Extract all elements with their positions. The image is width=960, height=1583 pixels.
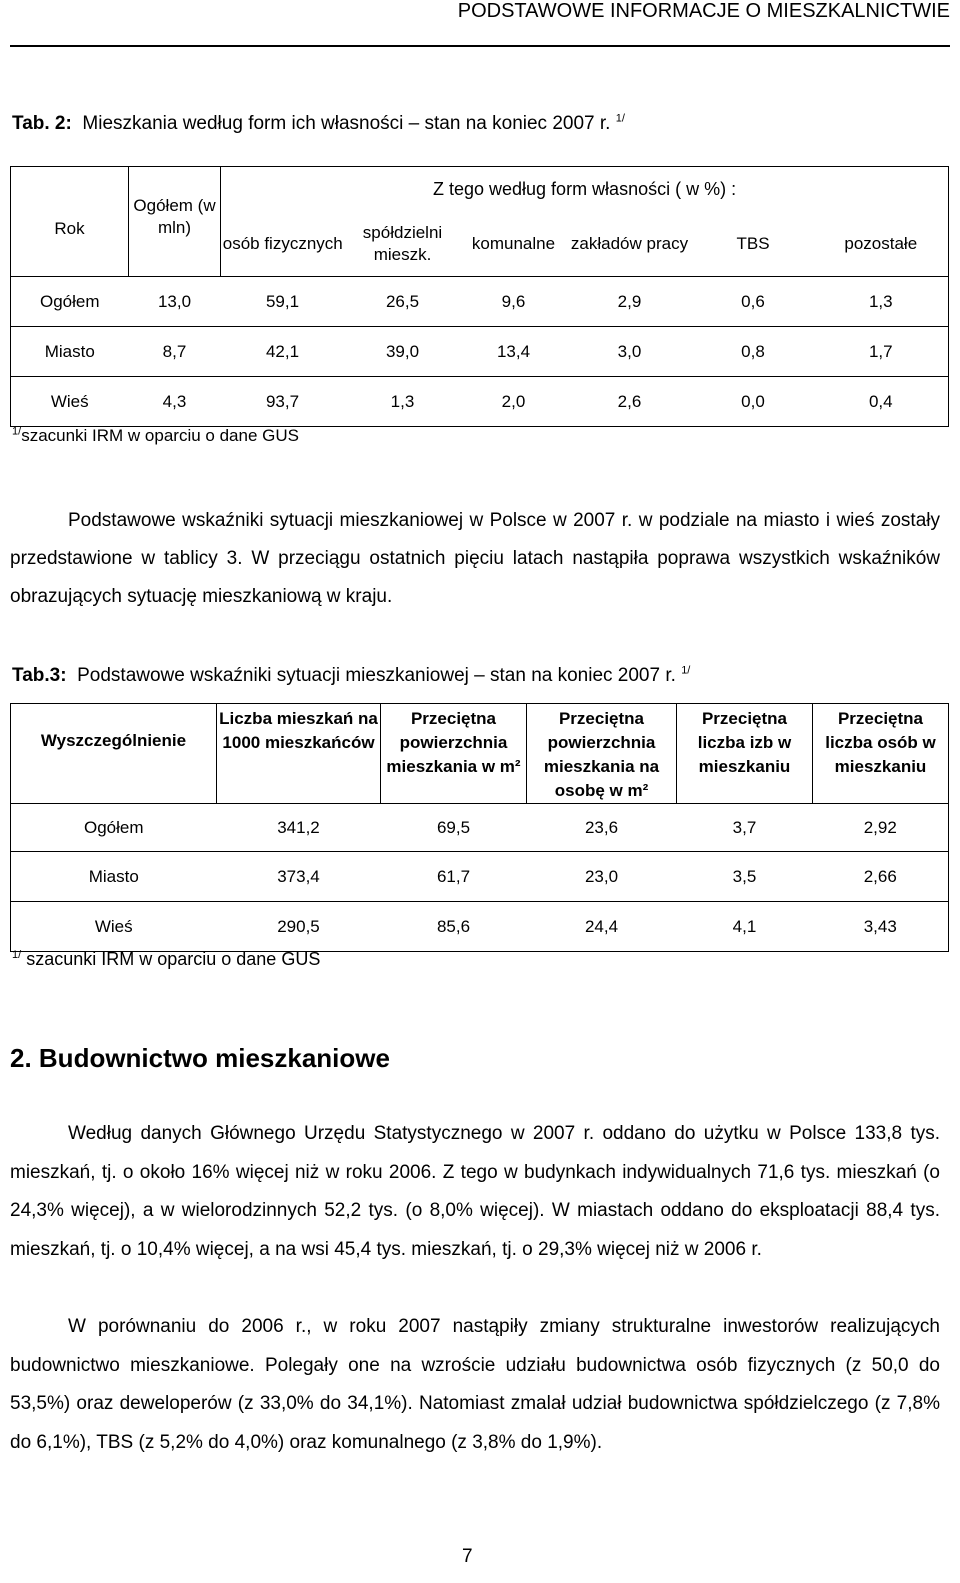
- table3-footnote: [12, 949, 320, 970]
- table3-cell: 85,6: [381, 902, 527, 952]
- table2-cell: 9,6: [461, 277, 567, 327]
- table-row: [11, 327, 949, 377]
- table3-cell: 341,2: [217, 804, 381, 852]
- table3-cell: 23,0: [527, 852, 677, 902]
- table3-cell: 24,4: [527, 902, 677, 952]
- table3-footnote-sup: 1/: [12, 949, 22, 961]
- table3-caption-sup: 1/: [681, 664, 691, 677]
- section-paragraph-2: W porównaniu do 2006 r., w roku 2007 nastąpiły zmiany strukturalne inwestorów realizujących budownictwo mieszkaniowe. Polegały one na wzroście udziału budownictwa osób fizycznych (z 50,0 do 53,5%) oraz deweloperów (z 33,0% do 34,1%). Natomiast zmalał udział budownictwa spółdzielczego (z 7,8% do 6,1%), TBS (z 5,2% do 4,0%) oraz komunalnego (z 3,8% do 1,9%).: [10, 1316, 940, 1453]
- table2-header-zakladow-pracy: zakładów pracy: [570, 233, 689, 253]
- table2-cell: 2,0: [461, 377, 567, 427]
- table2-caption-text: Mieszkania według form ich własności – stan na koniec 2007 r.: [82, 113, 611, 134]
- table3-row-label: Wieś: [11, 902, 217, 952]
- table2-cell: 0,8: [693, 327, 814, 377]
- table3-cell: 290,5: [217, 902, 381, 952]
- table2-cell: 3,0: [567, 327, 693, 377]
- table2-cell: 2,9: [567, 277, 693, 327]
- table2-caption-sup: 1/: [615, 112, 625, 125]
- table2-cell: 42,1: [221, 327, 345, 377]
- table2-footnote-sup: 1/: [12, 425, 22, 438]
- section-title: 2. Budownictwo mieszkaniowe: [10, 1043, 390, 1073]
- table2-cell: 93,7: [221, 377, 345, 427]
- table3: [10, 703, 949, 952]
- table3-header-liczba-mieszkan: Liczba mieszkań na 1000 mieszkańców: [217, 704, 381, 804]
- table2-header-pozostale: pozostałe: [814, 212, 949, 277]
- table3-cell: 23,6: [527, 804, 677, 852]
- table3-cell: 2,92: [813, 804, 949, 852]
- table2-footnote-text: szacunki IRM w oparciu o dane GUS: [21, 426, 299, 445]
- running-header: PODSTAWOWE INFORMACJE O MIESZKALNICTWIE: [457, 0, 950, 22]
- table2-header-komunalne: komunalne: [471, 233, 556, 253]
- table-row: [11, 804, 949, 852]
- table3-caption-prefix: Tab.3:: [12, 665, 67, 686]
- table2-cell: 26,5: [345, 277, 461, 327]
- table3-cell: 3,5: [677, 852, 813, 902]
- table2-cell: 0,4: [814, 377, 949, 427]
- table3-cell: 3,43: [813, 902, 949, 952]
- intro-paragraph: Podstawowe wskaźniki sytuacji mieszkaniowej w Polsce w 2007 r. w podziale na miasto i wieś zostały przedstawione w tablicy 3. W przeciągu ostatnich pięciu latach nastąpiła poprawa wszystkich wskaźników obrazujących sytuację mieszkaniową w kraju.: [10, 510, 940, 607]
- table2-group-header: Z tego według form własności ( w %) :: [221, 167, 949, 212]
- table3-header-liczba-izb: Przeciętna liczba izb w mieszkaniu: [677, 704, 813, 804]
- table3-cell: 61,7: [381, 852, 527, 902]
- table3-header-liczba-osob: Przeciętna liczba osób w mieszkaniu: [813, 704, 949, 804]
- section-paragraph-1: Według danych Głównego Urzędu Statystycznego w 2007 r. oddano do użytku w Polsce 133,8 tys. mieszkań, tj. o około 16% więcej niż w roku 2006. Z tego w budynkach indywidualnych 71,6 tys. mieszkań (o 24,3% więcej), a w wielorodzinnych 52,2 tys. (o 8,0% więcej). W miastach oddano do eksploatacji 88,4 tys. mieszkań, tj. o 10,4% więcej, a na wsi 45,4 tys. mieszkań, tj. o 29,3% więcej niż w 2006 r.: [10, 1123, 940, 1260]
- table3-cell: 69,5: [381, 804, 527, 852]
- table2-cell: 13,4: [461, 327, 567, 377]
- table2-cell: 4,3: [129, 377, 221, 427]
- table3-cell: 373,4: [217, 852, 381, 902]
- table3-caption: [12, 665, 690, 687]
- table-row: [11, 277, 949, 327]
- table2-header-osob-fizycznych: osób fizycznych: [221, 212, 345, 277]
- table2-footnote: [12, 426, 299, 446]
- table3-footnote-text: szacunki IRM w oparciu o dane GUS: [26, 949, 321, 969]
- table2-header-spoldzielni: spółdzielni mieszk.: [362, 222, 443, 264]
- table2-cell: 2,6: [567, 377, 693, 427]
- table2-row-label: Miasto: [11, 327, 129, 377]
- table2-cell: 0,6: [693, 277, 814, 327]
- table-row: [11, 852, 949, 902]
- header-divider: [10, 45, 950, 47]
- table2-cell: 59,1: [221, 277, 345, 327]
- table2-cell: 39,0: [345, 327, 461, 377]
- table2-cell: 8,7: [129, 327, 221, 377]
- table2-cell: 0,0: [693, 377, 814, 427]
- table2-row-label: Wieś: [11, 377, 129, 427]
- table2-row-label: Ogółem: [11, 277, 129, 327]
- table3-caption-text: Podstawowe wskaźniki sytuacji mieszkaniowej – stan na koniec 2007 r.: [77, 665, 676, 686]
- table-row: [11, 902, 949, 952]
- page-number: 7: [462, 1546, 473, 1567]
- table3-cell: 3,7: [677, 804, 813, 852]
- table3-cell: 2,66: [813, 852, 949, 902]
- table3-row-label: Miasto: [11, 852, 217, 902]
- table2-caption-prefix: Tab. 2:: [12, 113, 72, 134]
- table2-header-ogolem: Ogółem (w mln): [129, 167, 221, 277]
- table2-cell: 1,7: [814, 327, 949, 377]
- table-row: [11, 377, 949, 427]
- table2-caption: [12, 113, 625, 135]
- table2-cell: 13,0: [129, 277, 221, 327]
- table3-header-powierzchnia-na-osobe: Przeciętna powierzchnia mieszkania na osobę w m²: [527, 704, 677, 804]
- table2-cell: 1,3: [345, 377, 461, 427]
- table2-header-rok: Rok: [11, 167, 129, 277]
- table3-header-powierzchnia: Przeciętna powierzchnia mieszkania w m²: [381, 704, 527, 804]
- table2-header-tbs: TBS: [736, 233, 770, 253]
- table3-header-wyszczegolnienie: Wyszczególnienie: [11, 704, 217, 804]
- table2-cell: 1,3: [814, 277, 949, 327]
- table3-cell: 4,1: [677, 902, 813, 952]
- table3-row-label: Ogółem: [11, 804, 217, 852]
- table2: [10, 166, 949, 427]
